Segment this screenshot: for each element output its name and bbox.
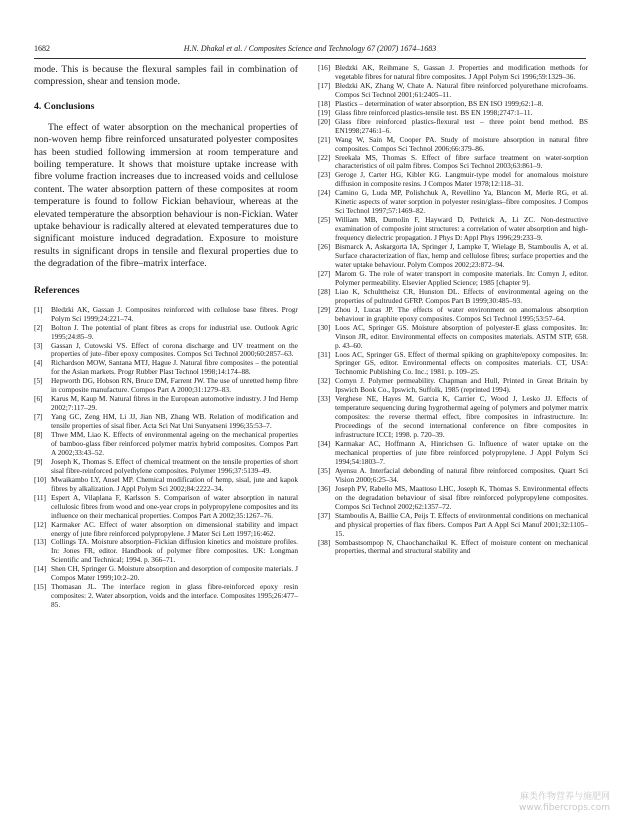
reference-text: Gassan J, Cutowski VS. Effect of corona discharge and UV treatment on the properties of jute–fiber epoxy composites. Compos Sci Technol 2000;60:2857–63.: [51, 340, 298, 359]
reference-number: [2]: [34, 322, 43, 332]
reference-number: [29]: [318, 304, 331, 314]
reference-number: [14]: [34, 564, 47, 574]
reference-text: Bledzki AK, Zhang W, Chate A. Natural fibre reinforced polyurethane microfoams. Compos Sci Technol 2001;61:2405–11.: [335, 80, 588, 99]
reference-number: [15]: [34, 582, 47, 592]
reference-number: [34]: [318, 439, 331, 449]
references-list-left: [34, 306, 298, 610]
reference-number: [37]: [318, 510, 331, 520]
reference-number: [24]: [318, 188, 331, 198]
reference-item: [34, 583, 298, 610]
reference-item: [318, 288, 588, 306]
reference-number: [25]: [318, 215, 331, 225]
reference-item: [318, 306, 588, 324]
reference-text: Glass fibre reinforced plastics-flexural test – three point bend method. BS EN1998;2746:1–6.: [335, 116, 588, 135]
reference-number: [27]: [318, 268, 331, 278]
reference-number: [9]: [34, 456, 43, 466]
reference-text: Marom G. The role of water transport in composite materials. In: Comyn J, editor. Polymer permeability. Elsevier Applied Science; 1985 [chapter 9].: [335, 268, 588, 287]
reference-item: [318, 377, 588, 395]
reference-text: Richardson MOW, Santana MTJ, Hague J. Natural fibre composites – the potential for the Asian markets. Progr Rubber Plast Technol 1998;14:174–88.: [51, 358, 298, 377]
reference-text: Espert A, Vilaplana F, Karlsson S. Comparison of water absorption in natural cellulosic fibres from wood and one-year crops in polypropylene composites and its influence on their mechanical properties. Compos Part A 2002;35:1267–76.: [51, 492, 298, 520]
reference-item: [318, 512, 588, 539]
reference-text: Karus M, Kaup M. Natural fibres in the European automotive industry. J Ind Hemp 2002;7:117–29.: [51, 394, 298, 413]
reference-number: [31]: [318, 349, 331, 359]
reference-number: [22]: [318, 152, 331, 162]
reference-number: [5]: [34, 376, 43, 386]
reference-number: [26]: [318, 242, 331, 252]
reference-item: [34, 476, 298, 494]
reference-item: [318, 189, 588, 216]
reference-number: [19]: [318, 107, 331, 117]
reference-item: [34, 324, 298, 342]
reference-item: [318, 216, 588, 243]
reference-item: [34, 395, 298, 413]
reference-number: [12]: [34, 519, 47, 529]
reference-text: Loos AC, Springer GS. Moisture absorption of polyester-E glass composites. In: Vinson JR, editor. Environmental effects on composites materials. ASTM STP, 658. p. 43–60.: [335, 322, 588, 350]
reference-text: Thwe MM, Liao K. Effects of environmental ageing on the mechanical properties of bamboo-glass fiber reinforced polymer matrix hybrid composites. Compos Part A 2002;33:43–52.: [51, 430, 298, 457]
reference-number: [16]: [318, 63, 331, 72]
reference-text: Joseph K, Thomas S. Effect of chemical treatment on the tensile properties of short sisal fibre-reinforced polyethylene composites. Polymer 1996;37:5139–49.: [51, 456, 298, 475]
reference-item: [318, 243, 588, 270]
reference-text: Glass fibre reinforced plastics-tensile test. BS EN 1998;2747:1–11.: [335, 107, 533, 117]
reference-item: [34, 494, 298, 521]
reference-text: Comyn J. Polymer permeability. Chapman and Hull, Printed in Great Britain by Ipswich Book Co., Ipswich, Suffolk, 1985 (reprinted 1994).: [335, 376, 588, 395]
reference-text: Stamboulis A, Baillie CA, Peijs T. Effects of environmental conditions on mechanical and physical properties of flax fibers. Compos Part A Appl Sci Manuf 2001;32:1105–15.: [335, 510, 588, 538]
reference-number: [36]: [318, 483, 331, 493]
reference-item: [34, 377, 298, 395]
reference-number: [23]: [318, 170, 331, 180]
reference-text: Loos AC, Springer GS. Effect of thermal spiking on graphite/epoxy composites. In: Springer GS, editor. Environmental effects on composites materials. CT, USA: Technomic Publishing Co. Inc.; 1981. p. 109–25.: [335, 349, 588, 377]
reference-number: [4]: [34, 358, 43, 368]
reference-number: [17]: [318, 80, 331, 90]
page-number: 1682: [34, 44, 50, 53]
reference-item: [318, 351, 588, 378]
reference-number: [3]: [34, 340, 43, 350]
page-header: [34, 44, 586, 56]
reference-item: [34, 521, 298, 539]
reference-text: Hepworth DG, Hobson RN, Bruce DM, Farrent JW. The use of unretted hemp fibre in composite manufacture. Compos Part A 2000;31:1279–83.: [51, 376, 298, 395]
reference-text: Bledzki AK, Gassan J. Composites reinforced with cellulose base fibres. Progr Polym Sci 1999;24:221–74.: [51, 304, 298, 323]
watermark-line-1: 麻类作物营养与施肥网: [519, 792, 610, 802]
references-list-right: [318, 64, 588, 556]
reference-number: [28]: [318, 286, 331, 296]
conclusions-paragraph: The effect of water absorption on the mechanical properties of non-woven hemp fibre reinforced unsaturated polyester composites has been studied following immersion at room temperature and boiling temperature. It shows that moisture uptake increase with fibre volume fraction increases due to increased voids and cellulose content. The water absorption pattern of these composites at room temperature is found to follow Fickian behaviour, whereas at the elevated temperature the absorption behaviour is non-Fickian. Water uptake behaviour is radically altered at elevated temperatures due to significant moisture induced degradation. Exposure to moisture results in significant drops in tensile and flexural properties due to the degradation of the fibre–matrix interface.: [34, 121, 298, 270]
reference-number: [1]: [34, 304, 43, 314]
reference-text: Bolton J. The potential of plant fibres as crops for industrial use. Outlook Agric 1995;24:85–9.: [51, 322, 298, 341]
reference-item: [318, 64, 588, 82]
reference-text: Thomasan JL. The interface region in glass fibre-reinforced epoxy resin composites: 2. Water absorption, voids and the interface. Composites 1995;26:477–85.: [51, 582, 298, 610]
reference-number: [21]: [318, 134, 331, 144]
reference-number: [13]: [34, 537, 47, 547]
reference-item: [318, 171, 588, 189]
reference-number: [6]: [34, 394, 43, 404]
reference-item: [318, 485, 588, 512]
watermark: [519, 792, 610, 814]
reference-number: [10]: [34, 474, 47, 484]
reference-number: [38]: [318, 537, 331, 547]
reference-item: [34, 458, 298, 476]
reference-item: [318, 136, 588, 154]
right-column: [318, 64, 588, 556]
reference-item: [318, 539, 588, 557]
reference-text: Ayensu A. Interfacial debonding of natural fibre reinforced composites. Quart Sci Vision 2000;6:25–34.: [335, 465, 588, 484]
reference-item: [34, 565, 298, 583]
reference-text: Geroge J, Carter HG, Kibler KG. Langmuir-type model for anomalous moisture diffusion in composite resins. J Compos Mater 1978;12:118–31.: [335, 170, 588, 189]
reference-item: [318, 118, 588, 136]
reference-text: Yang GC, Zeng HM, Li JJ, Jian NB, Zhang WB. Relation of modification and tensile properties of sisal fiber. Acta Sci Nat Uni Sunyatseni 1996;35:53–7.: [51, 412, 298, 431]
reference-text: Zhou J, Lucas JP. The effects of water environment on anomalous absorption behaviour in graphite epoxy composites. Compos Sci Technol 1995;53:57–64.: [335, 304, 588, 323]
reference-text: Karmakar AC, Hoffmann A, Hinrichsen G. Influence of water uptake on the mechanical properties of jute fibre reinforced polypropylene. J Appl Polym Sci 1994;54:1803–7.: [335, 439, 588, 466]
reference-item: [34, 413, 298, 431]
continuation-paragraph: mode. This is because the flexural samples fail in combination of compression, shear and tension mode.: [34, 64, 298, 88]
reference-text: Camino G, Luda MP, Polishchuk A, Revellino Ya, Blancon M, Merle RG, et al. Kinetic aspects of water sorption in polyester resin/glass–fibre composites. J Compos Sci Technol 1997;57:1469–82.: [335, 188, 588, 216]
reference-number: [33]: [318, 394, 331, 404]
reference-text: Karmaker AC. Effect of water absorption on dimensional stability and impact energy of jute fibre reinforced polypropylene. J Mater Sci Lett 1997;16:462.: [51, 519, 298, 538]
reference-number: [30]: [318, 322, 331, 332]
reference-number: [32]: [318, 376, 331, 386]
header-rule: [34, 58, 586, 59]
reference-text: Sombastsompop N, Chaochanchaikul K. Effect of moisture content on mechanical properties, thermal and structural stability and: [335, 537, 588, 556]
reference-number: [8]: [34, 430, 43, 440]
reference-text: Bismarck A, Askargorta IA, Springer J, Lampke T, Wielage B, Stamboulis A, et al. Surface characterization of flax, hemp and cellulose fibres; surface properties and the water uptake behaviour. Polym Compos 2002;23:872–94.: [335, 242, 588, 269]
reference-text: Verghese NE, Hayes M, Garcia K, Carrier C, Wood J, Lesko JJ. Effects of temperature sequencing during hygrothermal ageing of polymers and polymer matrix composites: the reverse thermal effect, fibre composites in infrastructure. In: Proceedings of the second international conference on fibre composites in infrastructure ICCI; 1998. p. 720–39.: [335, 394, 588, 440]
watermark-line-2: www.fibercrops.com: [519, 803, 610, 813]
reference-text: Collings TA. Moisture absorption–Fickian diffusion kinetics and moisture profiles. In: Jones FR, editor. Handbook of polymer fibre composites. UK: Longman Scientific and Technical; 1994. p. 366–71.: [51, 537, 298, 565]
reference-number: [18]: [318, 98, 331, 108]
reference-text: Sreekala MS, Thomas S. Effect of fibre surface treatment on water-sorption characteristics of oil palm fibres. Compos Sci Technol 2003;63:861–9.: [335, 152, 588, 171]
reference-item: [34, 538, 298, 565]
reference-item: [34, 306, 298, 324]
reference-item: [318, 395, 588, 440]
conclusions-heading: 4. Conclusions: [34, 100, 95, 112]
reference-text: Mwaikambo LY, Ansel MP. Chemical modification of hemp, sisal, jute and kapok fibres by alkalization. J Appl Polym Sci 2002;84:2222–34.: [51, 474, 298, 493]
reference-item: [34, 359, 298, 377]
running-title: H.N. Dhakal et al. / Composites Science and Technology 67 (2007) 1674–1683: [183, 44, 437, 53]
reference-text: Joseph PV, Rabello MS, Maattoso LHC, Joseph K, Thomas S. Environmental effects on the degradation behaviour of sisal fibre reinforced polypropylene composites. Compos Sci Technol 2002;62:1357–72.: [335, 483, 588, 511]
reference-item: [318, 324, 588, 351]
reference-text: Bledzki AK, Reihmane S, Gassan J. Properties and modification methods for vegetable fibres for natural fibre composites. J Appl Polym Sci 1996;59:1329–36.: [335, 63, 588, 81]
reference-number: [20]: [318, 116, 331, 126]
reference-item: [318, 270, 588, 288]
reference-item: [34, 342, 298, 360]
reference-number: [35]: [318, 465, 331, 475]
reference-number: [7]: [34, 412, 43, 422]
reference-item: [34, 431, 298, 458]
reference-number: [11]: [34, 492, 46, 502]
reference-text: Plastics – determination of water absorption, BS EN ISO 1999;62:1–8.: [335, 98, 544, 108]
left-column: [34, 64, 298, 610]
references-heading: References: [34, 284, 80, 296]
reference-item: [318, 440, 588, 467]
reference-text: William MB, Dumolin F, Hayward D, Pethrick A, Li ZC. Non-destructive examination of composite joint structures: a correlation of water absorption and high-frequency dielectric propagation. J Phys D: Appl Phys 1996;29:233–9.: [335, 215, 588, 243]
reference-text: Wang W, Sain M, Cooper PA. Study of moisture absorption in natural fibre composites. Compos Sci Technol 2006;66:379–86.: [335, 134, 588, 153]
reference-item: [318, 82, 588, 100]
reference-item: [318, 467, 588, 485]
reference-item: [318, 154, 588, 172]
reference-text: Shen CH, Springer G. Moisture absorption and desorption of composite materials. J Compos Mater 1999;10:2–20.: [51, 564, 298, 583]
reference-text: Liao K, Schulttheisz CR, Hunston DL. Effects of environmental ageing on the properties of pultruded GFRP. Compos Part B 1999;30:485–93.: [335, 286, 588, 305]
